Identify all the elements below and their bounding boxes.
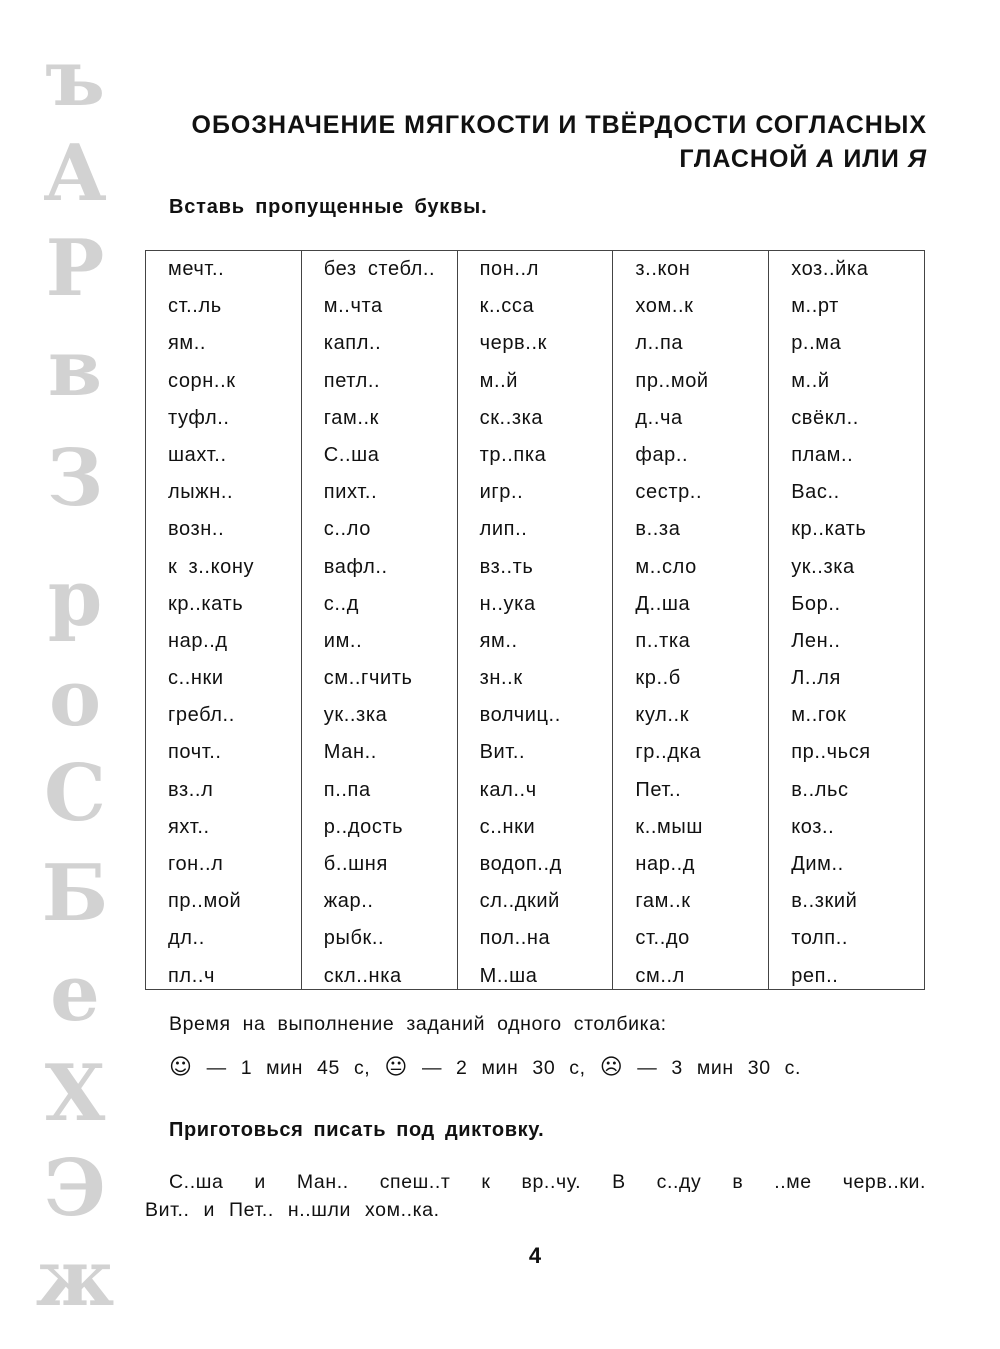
word-cell: Лен..	[791, 629, 841, 652]
word-cell: сестр..	[635, 481, 703, 504]
word-column-1	[146, 251, 302, 989]
word-cell: см..гчить	[323, 667, 413, 690]
side-letter: е	[50, 948, 100, 1039]
decorative-letter-border	[30, 33, 120, 1324]
title-connector: ИЛИ	[843, 145, 900, 173]
side-letter: Р	[45, 223, 105, 314]
word-cell: сл..дкий	[479, 890, 560, 913]
word-cell: Вит..	[479, 741, 526, 764]
word-cell: возн..	[168, 518, 225, 541]
word-cell: Пет..	[635, 778, 682, 801]
dictation-word: в	[732, 1171, 744, 1193]
word-cell: хом..к	[635, 295, 694, 318]
word-cell: с..д	[323, 592, 359, 615]
word-grid	[145, 250, 925, 990]
word-cell: скл..нка	[323, 964, 402, 987]
title-letter-a: А	[816, 145, 836, 173]
word-cell: пр..чься	[791, 741, 871, 764]
time-limits	[169, 1055, 801, 1080]
word-cell: ям..	[479, 629, 518, 652]
word-cell: им..	[323, 629, 363, 652]
word-cell: с..нки	[168, 667, 224, 690]
word-cell: лип..	[479, 518, 528, 541]
word-cell: хоз..йка	[791, 258, 869, 280]
word-cell: в..за	[635, 518, 681, 541]
word-cell: вафл..	[323, 555, 388, 578]
title-line-2	[140, 142, 927, 176]
word-cell: Дим..	[791, 853, 844, 875]
word-cell: м..й	[479, 369, 519, 392]
neutral-time: — 2 мин 30 с,	[421, 1057, 586, 1079]
word-cell: шахт..	[168, 443, 227, 466]
word-column-2	[302, 251, 458, 989]
word-cell: сорн..к	[168, 369, 236, 392]
word-cell: гон..л	[168, 853, 224, 875]
word-cell: м..гок	[791, 704, 847, 727]
word-cell: волчиц..	[479, 704, 561, 727]
word-cell: м..сло	[635, 555, 697, 578]
word-cell: рыбк..	[323, 927, 385, 950]
word-cell: з..кон	[635, 258, 691, 280]
dictation-word: вр..чу.	[521, 1171, 582, 1193]
word-cell: в..зкий	[791, 890, 858, 913]
word-cell: ст..до	[635, 927, 690, 950]
word-cell: см..л	[635, 964, 685, 987]
word-cell: к..мыш	[635, 815, 704, 838]
title-line-1: ОБОЗНАЧЕНИЕ МЯГКОСТИ И ТВЁРДОСТИ СОГЛАСНЫХ	[191, 111, 927, 139]
dictation-word: спеш..т	[379, 1171, 451, 1193]
word-column-4	[613, 251, 769, 989]
sad-face-icon: ☹	[599, 1055, 624, 1080]
smile-icon: ☺	[169, 1055, 193, 1080]
word-cell: водоп..д	[479, 853, 562, 875]
side-letter: Б	[41, 848, 109, 939]
word-cell: без стебл..	[323, 258, 436, 280]
page-number: 4	[528, 1243, 542, 1268]
word-cell: реп..	[791, 964, 839, 987]
sad-time: — 3 мин 30 с.	[637, 1057, 802, 1079]
word-cell: с..нки	[479, 815, 536, 838]
word-cell: м..рт	[791, 295, 839, 318]
word-cell: свёкл..	[791, 406, 859, 429]
word-cell: игр..	[479, 481, 524, 504]
word-cell: пон..л	[479, 258, 539, 280]
word-cell: л..па	[635, 332, 684, 355]
dictation-word: ..ме	[774, 1171, 812, 1193]
word-cell: кр..кать	[791, 518, 867, 541]
word-cell: гам..к	[635, 890, 691, 913]
word-cell: к з..кону	[168, 555, 255, 578]
word-cell: Вас..	[791, 481, 840, 504]
side-letter: ж	[35, 1233, 115, 1324]
word-cell: ск..зка	[479, 406, 544, 429]
word-cell: с..ло	[323, 518, 371, 541]
word-cell: петл..	[323, 369, 381, 392]
word-cell: ук..зка	[323, 704, 388, 727]
side-letter: ъ	[45, 33, 105, 124]
page-title	[140, 108, 927, 176]
dictation-word: с..ду	[656, 1171, 702, 1193]
word-cell: С..ша	[323, 443, 380, 466]
word-cell: вз..ть	[479, 555, 534, 578]
dictation-word: Ман..	[296, 1171, 349, 1193]
word-cell: п..тка	[635, 629, 691, 652]
title-prefix: ГЛАСНОЙ	[679, 145, 809, 173]
exercise-instruction: Вставь пропущенные буквы.	[169, 196, 488, 218]
time-limit-heading: Время на выполнение заданий одного столбика:	[169, 1013, 667, 1035]
word-cell: почт..	[168, 741, 222, 764]
word-cell: кр..кать	[168, 592, 244, 615]
word-cell: кал..ч	[479, 778, 537, 801]
word-cell: к..сса	[479, 295, 535, 318]
word-cell: гр..дка	[635, 741, 702, 764]
side-letter: А	[43, 128, 107, 219]
dictation-word: С..ша	[169, 1171, 224, 1193]
dictation-word: черв..ки.	[842, 1171, 926, 1193]
word-cell: мечт..	[168, 258, 225, 280]
word-cell: Ман..	[323, 741, 377, 764]
side-letter: Х	[44, 1048, 106, 1139]
dictation-word: и	[254, 1171, 266, 1193]
word-cell: пихт..	[323, 481, 378, 504]
word-cell: нар..д	[635, 853, 696, 875]
word-cell: м..й	[791, 369, 830, 392]
word-cell: н..ука	[479, 592, 536, 615]
dictation-word: В	[612, 1171, 626, 1193]
word-cell: ст..ль	[168, 295, 222, 318]
word-cell: коз..	[791, 815, 835, 838]
word-cell: яхт..	[168, 815, 210, 838]
word-cell: плам..	[791, 443, 854, 466]
word-cell: Бор..	[791, 592, 841, 615]
word-cell: д..ча	[635, 406, 683, 429]
word-cell: в..льс	[791, 778, 849, 801]
dictation-heading: Приготовься писать под диктовку.	[169, 1119, 545, 1141]
word-cell: гребл..	[168, 704, 235, 727]
word-cell: Д..ша	[635, 592, 691, 615]
word-cell: капл..	[323, 332, 382, 355]
word-cell: черв..к	[479, 332, 547, 355]
word-cell: дл..	[168, 927, 205, 950]
word-cell: пр..мой	[168, 890, 242, 913]
word-cell: гам..к	[323, 406, 379, 429]
word-column-3	[458, 251, 614, 989]
smile-time: — 1 мин 45 с,	[206, 1057, 371, 1079]
side-letter: С	[43, 748, 107, 839]
word-cell: м..чта	[323, 295, 383, 318]
word-cell: фар..	[635, 443, 689, 466]
side-letter: З	[46, 433, 104, 524]
word-cell: М..ша	[479, 964, 538, 987]
word-cell: пр..мой	[635, 369, 709, 392]
word-cell: лыжн..	[168, 481, 234, 504]
word-cell: б..шня	[323, 853, 388, 875]
word-cell: туфл..	[168, 406, 230, 429]
side-letter: в	[47, 323, 103, 414]
word-cell: нар..д	[168, 629, 228, 652]
word-cell: пл..ч	[168, 964, 216, 987]
word-cell: ям..	[168, 332, 207, 355]
word-cell: тр..пка	[479, 443, 547, 466]
word-cell: кул..к	[635, 704, 690, 727]
dictation-line-2: Вит.. и Пет.. н..шли хом..ка.	[145, 1199, 440, 1221]
word-cell: вз..л	[168, 778, 214, 801]
word-cell: р..ма	[791, 332, 842, 355]
word-cell: пол..на	[479, 927, 551, 950]
neutral-face-icon: 😐	[384, 1055, 408, 1080]
word-cell: зн..к	[479, 667, 523, 690]
title-letter-ya: Я	[907, 145, 927, 173]
dictation-word: к	[481, 1171, 491, 1193]
dictation-line-1	[169, 1171, 926, 1194]
word-cell: жар..	[323, 890, 374, 913]
word-cell: кр..б	[635, 667, 681, 690]
word-cell: толп..	[791, 927, 849, 950]
word-cell: ук..зка	[791, 555, 855, 578]
word-cell: р..дость	[323, 815, 404, 838]
side-letter: р	[47, 553, 103, 644]
side-letter: Э	[43, 1143, 107, 1234]
word-cell: п..па	[323, 778, 371, 801]
word-cell: Л..ля	[791, 667, 841, 690]
word-column-5	[769, 251, 924, 989]
side-letter: о	[48, 653, 102, 744]
